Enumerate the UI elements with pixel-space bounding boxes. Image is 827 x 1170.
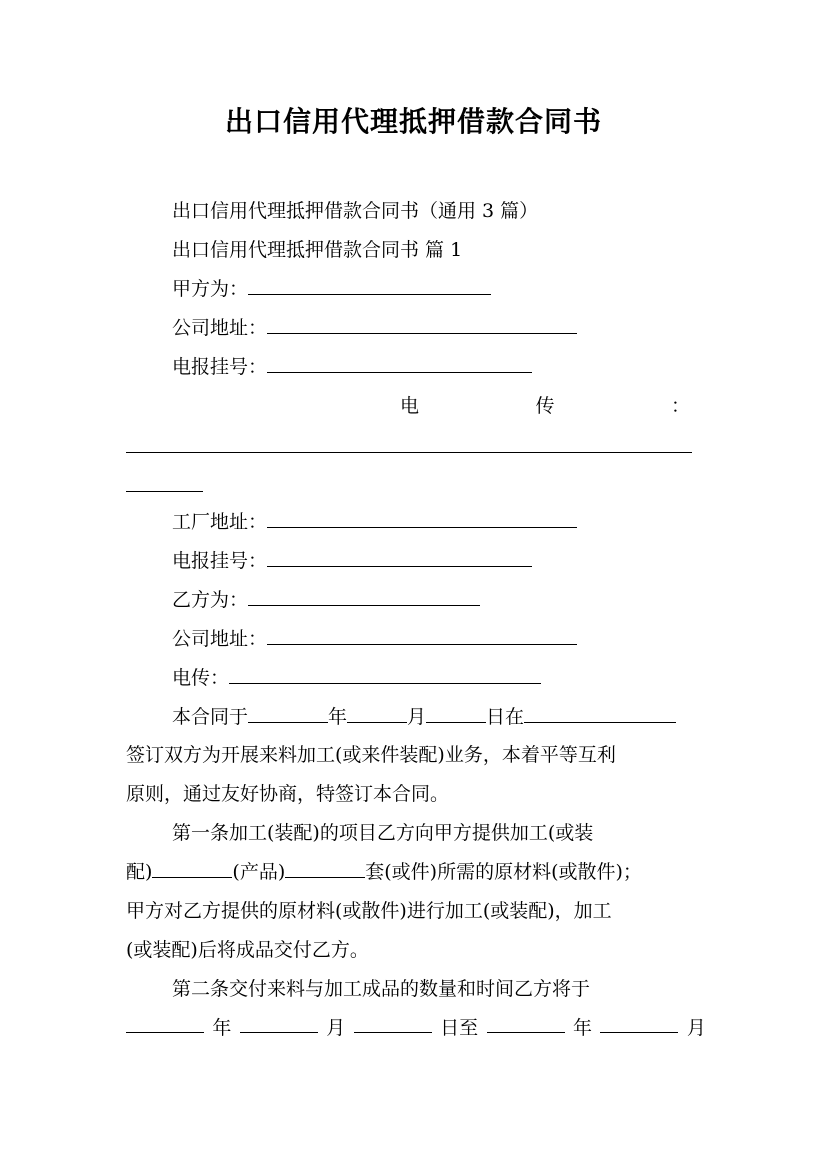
- party-a-line: [126, 275, 706, 303]
- art2-month-blank: [240, 1014, 318, 1033]
- art2-month: 月: [326, 1017, 346, 1039]
- telegraph-2-label: 电报挂号：: [172, 550, 268, 572]
- art1-line2: [126, 858, 706, 886]
- art1-product-blank: [152, 859, 232, 878]
- art1-quantity-blank: [285, 859, 365, 878]
- art1-line1: 第一条加工(装配)的项目乙方向甲方提供加工(或装: [172, 822, 594, 844]
- party-a-blank: [248, 276, 491, 295]
- party-a-label: 甲方为：: [172, 278, 249, 300]
- sign-day: 日在: [486, 706, 525, 728]
- fax-1-line: [400, 392, 690, 420]
- para1-line3: 原则，通过友好协商，特签订本合同。: [126, 783, 450, 805]
- fax-1-colon: ：: [670, 395, 690, 417]
- sign-place-blank: [524, 704, 676, 723]
- art1-line2b: (产品): [232, 861, 286, 883]
- fax-1-char-b: 传: [535, 395, 555, 417]
- art2-line2: [126, 1014, 706, 1042]
- party-b-label: 乙方为：: [172, 589, 249, 611]
- sign-day-blank: [426, 704, 486, 723]
- art1-line2c: 套(或件)所需的原材料(或散件)；: [365, 861, 642, 883]
- art2-year2-blank: [487, 1014, 565, 1033]
- telegraph-2-blank: [267, 548, 532, 567]
- company-address-1-label: 公司地址：: [172, 317, 268, 339]
- telegraph-2-line: [126, 547, 706, 575]
- art2-year: 年: [212, 1017, 232, 1039]
- art1-line3: 甲方对乙方提供的原材料(或散件)进行加工(或装配)，加工: [126, 900, 612, 922]
- sign-prefix: 本合同于: [172, 706, 249, 728]
- art2-year-blank: [126, 1014, 204, 1033]
- party-b-line: [126, 586, 706, 614]
- sign-year: 年: [328, 706, 348, 728]
- art2-month2: 月: [686, 1017, 706, 1039]
- party-b-blank: [248, 587, 480, 606]
- art2-day-blank: [354, 1014, 432, 1033]
- para1-line2: 签订双方为开展来料加工(或来件装配)业务，本着平等互利: [126, 744, 616, 766]
- company-address-2-blank: [267, 626, 577, 645]
- sign-month: 月: [407, 706, 427, 728]
- factory-address-line: [126, 508, 706, 536]
- telegraph-1-blank: [267, 354, 532, 373]
- company-address-2-label: 公司地址：: [172, 628, 268, 650]
- fax-2-line: [126, 664, 706, 692]
- fax-2-blank: [229, 665, 541, 684]
- art2-day-to: 日至: [440, 1017, 479, 1039]
- telegraph-1-label: 电报挂号：: [172, 356, 268, 378]
- company-address-1-line: [126, 314, 706, 342]
- fax-1-blank-rule: [126, 452, 692, 453]
- sign-date-line: [126, 703, 706, 731]
- heading-part1: 出口信用代理抵押借款合同书 篇 1: [172, 239, 463, 261]
- sign-year-blank: [248, 704, 328, 723]
- company-address-1-blank: [267, 315, 577, 334]
- fax-1-blank-rule-cont: [126, 491, 203, 492]
- heading-general: 出口信用代理抵押借款合同书（通用 3 篇）: [172, 200, 539, 222]
- art1-line4: (或装配)后将成品交付乙方。: [126, 939, 369, 961]
- art2-month2-blank: [600, 1014, 678, 1033]
- sign-month-blank: [347, 704, 407, 723]
- company-address-2-line: [126, 625, 706, 653]
- art1-line2a: 配): [126, 861, 153, 883]
- factory-address-blank: [267, 509, 577, 528]
- telegraph-1-line: [126, 353, 706, 381]
- fax-1-char-a: 电: [400, 395, 420, 417]
- document-title: 出口信用代理抵押借款合同书: [224, 105, 602, 138]
- fax-2-label: 电传：: [172, 667, 230, 689]
- art2-year2: 年: [573, 1017, 593, 1039]
- art2-line1: 第二条交付来料与加工成品的数量和时间乙方将于: [172, 978, 591, 1000]
- factory-address-label: 工厂地址：: [172, 511, 268, 533]
